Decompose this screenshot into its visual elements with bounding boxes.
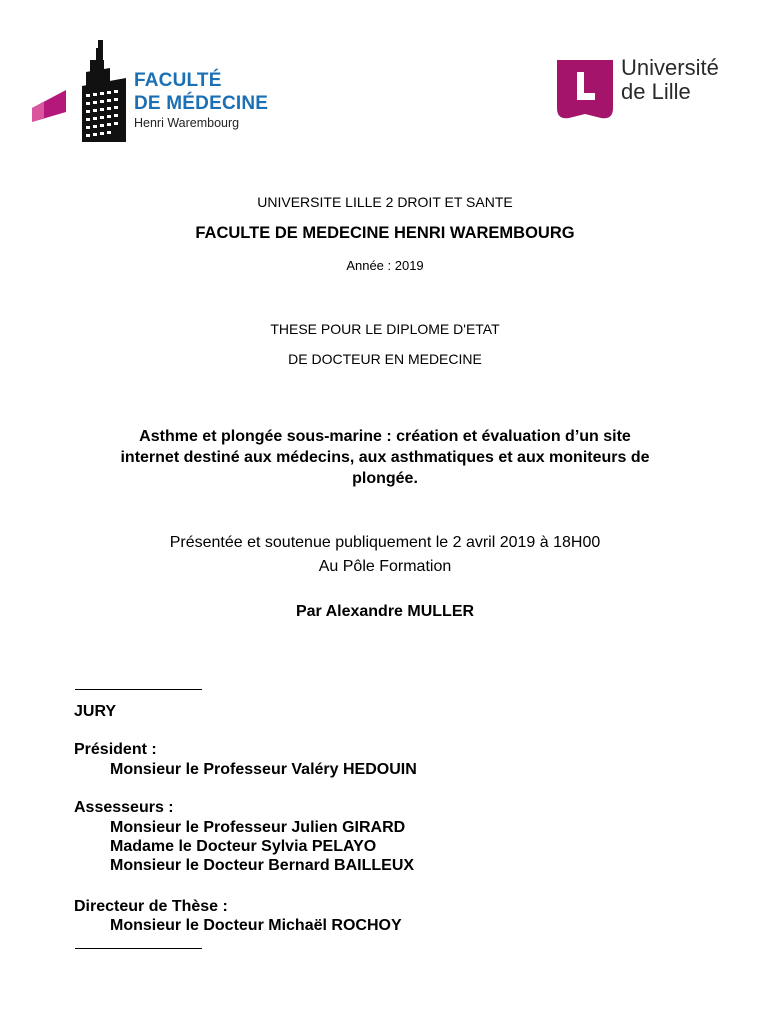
university-emblem-icon: [555, 58, 615, 124]
director-label: Directeur de Thèse :: [74, 898, 228, 915]
university-logo-line1: Université: [621, 55, 719, 80]
director-name: Monsieur le Docteur Michaël ROCHOY: [110, 917, 402, 934]
faculty-logo-line1: FACULTÉ: [134, 70, 222, 91]
university-logo: [555, 56, 745, 126]
thesis-type-line1: THESE POUR LE DIPLOME D'ETAT: [270, 321, 500, 337]
university-logo-line2: de Lille: [621, 79, 691, 104]
assessor-name: Madame le Docteur Sylvia PELAYO: [110, 838, 377, 855]
thesis-type-line2: DE DOCTEUR EN MEDECINE: [288, 351, 482, 367]
divider-top: [75, 689, 202, 690]
assessor-name: Monsieur le Docteur Bernard BAILLEUX: [110, 857, 415, 874]
president-name: Monsieur le Professeur Valéry HEDOUIN: [110, 761, 417, 778]
academic-year: Année : 2019: [346, 258, 424, 273]
divider-bottom: [75, 948, 202, 949]
president-label: Président :: [74, 741, 157, 758]
assessors-label: Assesseurs :: [74, 799, 174, 816]
thesis-title-line2: internet destiné aux médecins, aux asthmatiques et aux moniteurs de: [120, 449, 650, 466]
assessor-name: Monsieur le Professeur Julien GIRARD: [110, 819, 406, 836]
defense-location: Au Pôle Formation: [318, 558, 452, 575]
faculty-logo: [30, 38, 290, 148]
author-name: Par Alexandre MULLER: [295, 603, 475, 620]
jury-heading: JURY: [74, 703, 117, 720]
faculty-logo-line3: Henri Warembourg: [134, 116, 240, 130]
university-name: UNIVERSITE LILLE 2 DROIT ET SANTE: [257, 194, 513, 210]
thesis-title-line1: Asthme et plongée sous-marine : création et évaluation d’un site: [139, 428, 631, 445]
faculty-logo-line2: DE MÉDECINE: [134, 93, 269, 114]
thesis-title-line3: plongée.: [352, 470, 418, 487]
thesis-title: [60, 426, 710, 489]
faculty-name: FACULTE DE MEDECINE HENRI WAREMBOURG: [195, 224, 575, 242]
faculty-building-icon: [30, 38, 130, 148]
defense-date: Présentée et soutenue publiquement le 2 avril 2019 à 18H00: [169, 534, 601, 551]
